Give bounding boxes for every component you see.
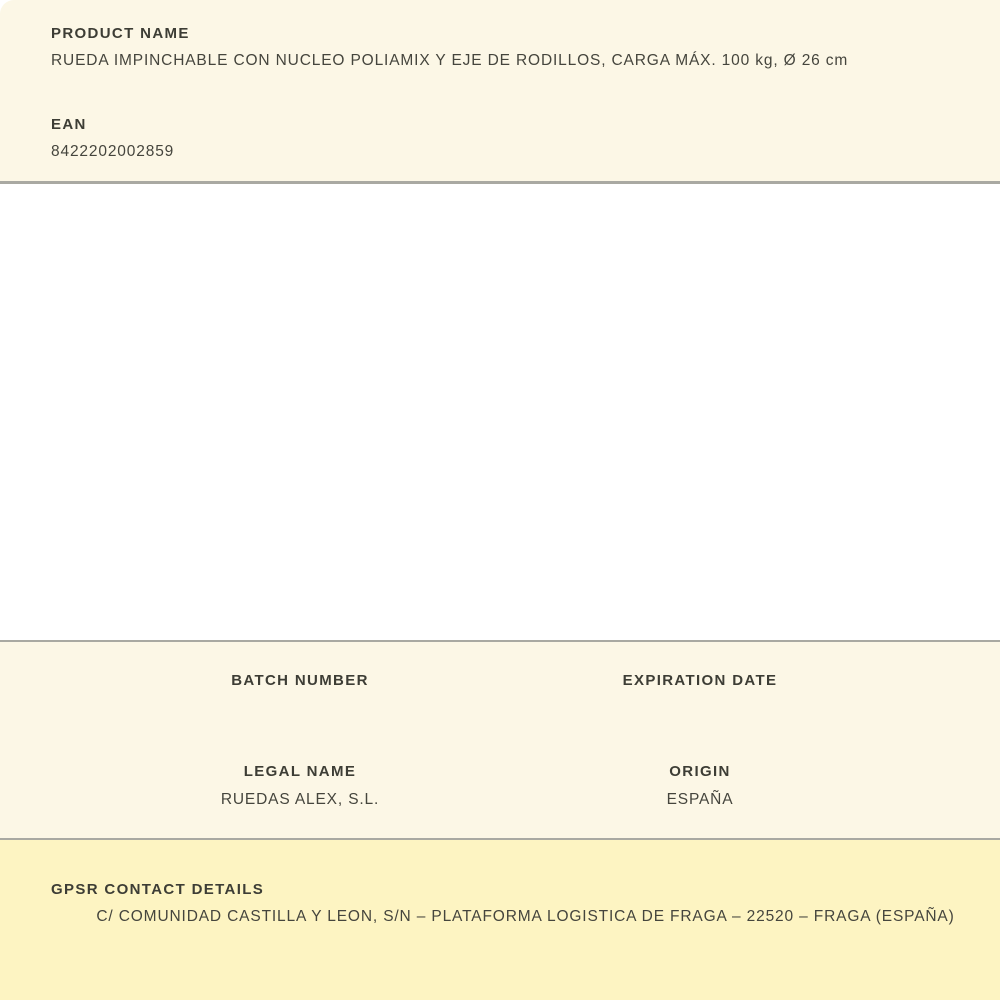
batch-number-field [100,672,500,719]
expiration-date-field [500,672,900,719]
ean-value: 8422202002859 [51,143,175,160]
gpsr-contact-panel [0,840,1000,1000]
origin-field [500,763,900,810]
origin-value: ESPAÑA [666,791,734,808]
product-name-value: RUEDA IMPINCHABLE CON NUCLEO POLIAMIX Y EJE DE RODILLOS, CARGA MÁX. 100 kg, Ø 26 cm [51,52,849,69]
ean-field [51,116,960,161]
product-name-label: PRODUCT NAME [51,25,190,42]
ean-label: EAN [51,116,87,133]
expiration-date-label: EXPIRATION DATE [622,672,778,689]
legal-name-label: LEGAL NAME [243,763,357,780]
legal-name-field [100,763,500,810]
product-details-panel [0,640,1000,840]
gpsr-contact-value: C/ COMUNIDAD CASTILLA Y LEON, S/N – PLATAFORMA LOGISTICA DE FRAGA – 22520 – FRAGA (ESPAÑA) [96,908,955,925]
details-grid [100,672,900,810]
product-image-area [0,184,1000,640]
origin-label: ORIGIN [669,763,731,780]
product-name-field [51,25,960,70]
expiration-date-value [500,699,900,719]
batch-number-label: BATCH NUMBER [231,672,369,689]
batch-number-value [100,699,500,719]
legal-name-value: RUEDAS ALEX, S.L. [220,791,380,808]
product-header-panel [0,0,1000,184]
gpsr-contact-label: GPSR CONTACT DETAILS [51,881,265,898]
